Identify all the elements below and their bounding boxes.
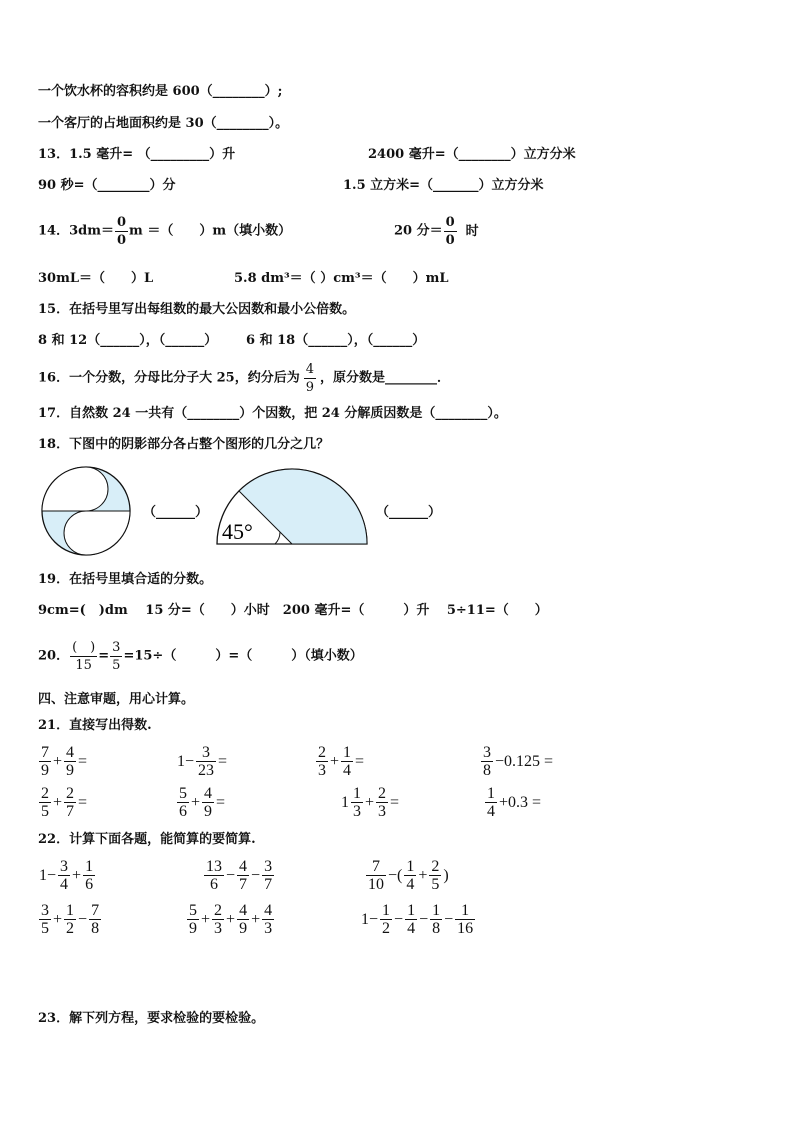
denominator: 7 — [239, 876, 248, 893]
fraction — [262, 902, 274, 937]
whole-part: 1 — [341, 793, 349, 811]
q16-suffix: ，原分数是________． — [320, 370, 451, 386]
numerator: 4 — [239, 902, 248, 919]
fraction — [196, 744, 216, 779]
semicircle-sector-figure — [214, 466, 370, 548]
fraction — [64, 785, 76, 820]
denominator: 9 — [305, 380, 314, 395]
q21-expr — [315, 744, 365, 779]
operator: − — [419, 910, 429, 928]
fraction — [39, 785, 51, 820]
numerator: 7 — [91, 902, 100, 919]
denominator: 3 — [264, 920, 273, 937]
numerator: 4 — [239, 858, 248, 875]
fraction — [237, 902, 249, 937]
numerator: 13 — [206, 858, 222, 875]
operator: + — [418, 866, 428, 884]
operator: + — [53, 793, 63, 811]
denominator: 4 — [343, 762, 352, 779]
numerator: 3 — [41, 902, 49, 919]
denominator: 7 — [264, 876, 273, 893]
fraction — [341, 744, 353, 779]
q17-line: 17．自然数 24 一共有（________）个因数，把 24 分解质因数是（________）。 — [38, 406, 507, 421]
operator: + — [330, 752, 340, 770]
fraction — [89, 902, 101, 937]
q20-line — [38, 639, 363, 674]
operator: − — [78, 910, 88, 928]
denominator: 3 — [353, 803, 361, 820]
q13-part-b: 2400 毫升=（________）立方分米 — [368, 147, 576, 162]
fraction — [58, 858, 70, 893]
denominator: 3 — [378, 803, 387, 820]
numerator: 1 — [406, 858, 415, 875]
denominator: 3 — [318, 762, 326, 779]
numerator: 4 — [305, 362, 314, 377]
numerator: 2 — [41, 785, 49, 802]
q22-expr — [365, 858, 450, 893]
operator: + — [226, 910, 236, 928]
operation-tail: +0.3 = — [499, 793, 542, 811]
q21-expr — [38, 744, 88, 779]
denominator: 9 — [189, 920, 197, 937]
operator: −( — [388, 866, 403, 884]
q13-part-a: 13．1.5 毫升= （_________）升 — [38, 147, 236, 162]
fraction — [429, 858, 441, 893]
denominator: 4 — [407, 920, 416, 937]
angle-label: 45° — [222, 519, 253, 544]
fraction — [316, 744, 328, 779]
fraction — [70, 639, 97, 674]
numerator: 1 — [66, 902, 75, 919]
q21-expr — [340, 785, 400, 820]
fraction — [110, 639, 122, 674]
q21-expr — [38, 785, 88, 820]
numerator: 2 — [431, 858, 440, 875]
q22-expr — [186, 902, 275, 937]
denominator: 16 — [457, 920, 474, 937]
fraction — [444, 214, 457, 249]
q18-blank-1: （______） — [143, 505, 209, 520]
operator: − — [394, 910, 404, 928]
numerator: 7 — [366, 858, 386, 876]
fraction — [212, 902, 224, 937]
fraction — [404, 858, 416, 893]
denominator: 2 — [382, 920, 391, 937]
fraction — [64, 744, 76, 779]
fraction — [39, 902, 51, 937]
operator: − — [226, 866, 236, 884]
equals: = — [218, 752, 228, 770]
numerator: 7 — [41, 744, 49, 761]
fraction — [376, 785, 388, 820]
denominator: 9 — [66, 762, 75, 779]
q14b-suffix: 时 — [465, 223, 479, 239]
numerator: 4 — [264, 902, 273, 919]
q15-prompt: 15．在括号里写出每组数的最大公因数和最小公倍数。 — [38, 302, 356, 317]
numerator: 1 — [432, 902, 441, 919]
denominator: 23 — [198, 762, 215, 779]
section-4-heading: 四、注意审题，用心计算。 — [38, 692, 195, 707]
fraction — [481, 744, 493, 779]
operator: + — [201, 910, 211, 928]
denominator: 2 — [66, 920, 75, 937]
q21-expr — [484, 785, 542, 820]
prefix: 1− — [39, 866, 57, 884]
q23-prompt: 23．解下列方程，要求检验的要检验。 — [38, 1011, 265, 1026]
denominator: 4 — [60, 876, 69, 893]
operator: − — [251, 866, 261, 884]
denominator: 4 — [487, 803, 495, 820]
numerator: 3 — [60, 858, 69, 875]
q20-prefix: 20． — [38, 648, 70, 664]
q20-suffix: =15÷（ ）=（ ）（填小数） — [123, 648, 363, 664]
q14b-prefix: 20 分＝ — [394, 223, 443, 239]
fraction — [351, 785, 363, 820]
q18-blank-2: （______） — [376, 505, 442, 520]
numerator: 2 — [66, 785, 75, 802]
fraction — [202, 785, 214, 820]
numerator: 1 — [343, 744, 352, 761]
white-lobe-top-left — [42, 467, 108, 511]
q16-prefix: 16．一个分数，分母比分子大 25，约分后为 — [38, 370, 300, 386]
numerator: 3 — [483, 744, 491, 761]
operator: + — [53, 752, 63, 770]
operator: − — [444, 910, 454, 928]
q13-part-d: 1.5 立方米=（_______）立方分米 — [343, 178, 544, 193]
equals: = — [78, 752, 88, 770]
prefix: 1− — [361, 910, 379, 928]
denominator: 5 — [41, 803, 49, 820]
numerator: 1 — [382, 902, 391, 919]
fraction — [237, 858, 249, 893]
operator: + — [72, 866, 82, 884]
denominator: 8 — [432, 920, 441, 937]
denominator: 10 — [368, 876, 384, 893]
denominator: 15 — [75, 658, 92, 673]
fraction — [83, 858, 95, 893]
q22-expr — [360, 902, 476, 937]
fraction — [380, 902, 392, 937]
denominator: 5 — [112, 658, 121, 673]
prefix: 1− — [177, 752, 195, 770]
q15-part-a: 8 和 12（______），（______） — [38, 333, 218, 348]
numerator: 2 — [318, 744, 326, 761]
denominator: 6 — [85, 876, 94, 893]
q14a-middle: m ＝（ ）m（填小数） — [129, 223, 292, 239]
denominator: 9 — [204, 803, 213, 820]
q13-part-c: 90 秒=（________）分 — [38, 178, 176, 193]
q21-expr — [176, 785, 226, 820]
numerator: 1 — [455, 902, 475, 920]
numerator: 2 — [214, 902, 223, 919]
q22-expr — [38, 902, 102, 937]
numerator: 3 — [196, 744, 216, 762]
numerator: 1 — [353, 785, 361, 802]
numerator: 2 — [378, 785, 387, 802]
q16-line — [38, 361, 450, 396]
denominator: 9 — [239, 920, 248, 937]
q18-prompt: 18．下图中的阴影部分各占整个图形的几分之几？ — [38, 437, 330, 452]
numerator: 1 — [85, 858, 94, 875]
q21-prompt: 21．直接写出得数. — [38, 718, 152, 733]
q14a-prefix: 14．3dm＝ — [38, 223, 114, 239]
q14-part-d: 5.8 dm³＝（ ）cm³＝（ ）mL — [234, 271, 449, 286]
equals: = — [78, 793, 88, 811]
q14-part-a — [38, 214, 291, 249]
numerator: 1 — [407, 902, 416, 919]
numerator: 4 — [204, 785, 213, 802]
denominator: 9 — [41, 762, 49, 779]
fraction — [177, 785, 189, 820]
numerator: 3 — [264, 858, 273, 875]
numerator: 3 — [112, 640, 121, 655]
denominator: 8 — [483, 762, 491, 779]
equals: = — [355, 752, 365, 770]
denominator: 5 — [431, 876, 440, 893]
fraction — [115, 214, 128, 249]
numerator: ( ) — [72, 640, 96, 655]
denominator: 8 — [91, 920, 100, 937]
fraction — [485, 785, 497, 820]
operation-tail: −0.125 = — [495, 752, 554, 770]
operator: + — [365, 793, 375, 811]
operator: + — [53, 910, 63, 928]
q21-expr — [176, 744, 228, 779]
numerator: 0 — [116, 215, 127, 230]
fraction — [430, 902, 442, 937]
denominator: 6 — [210, 876, 218, 893]
q14-part-c: 30mL＝（ ）L — [38, 271, 154, 286]
operator: + — [191, 793, 201, 811]
fraction — [366, 858, 386, 893]
fraction — [455, 902, 475, 937]
fraction — [262, 858, 274, 893]
fraction — [187, 902, 199, 937]
numerator: 1 — [487, 785, 495, 802]
numerator: 5 — [189, 902, 197, 919]
fraction — [304, 361, 316, 396]
equals: = — [216, 793, 226, 811]
denominator: 0 — [116, 233, 127, 248]
denominator: 7 — [66, 803, 75, 820]
q19-items: 9cm=( )dm 15 分=（ ）小时 200 毫升=（ ）升 5÷11=（ ） — [38, 603, 548, 618]
denominator: 4 — [406, 876, 415, 893]
fraction — [39, 744, 51, 779]
circle-pinwheel-figure — [38, 466, 138, 556]
q15-part-b: 6 和 18（______），（______） — [246, 333, 426, 348]
q19-prompt: 19．在括号里填合适的分数。 — [38, 572, 213, 587]
q22-expr — [203, 858, 275, 893]
fraction — [64, 902, 76, 937]
white-lobe-bottom-right — [64, 511, 130, 555]
numerator: 4 — [66, 744, 75, 761]
numerator: 0 — [445, 215, 455, 230]
equals: = — [390, 793, 400, 811]
q22-prompt: 22．计算下面各题，能简算的要简算. — [38, 832, 256, 847]
q21-expr — [480, 744, 554, 779]
numerator: 5 — [179, 785, 187, 802]
operator: + — [251, 910, 261, 928]
denominator: 3 — [214, 920, 223, 937]
close-paren: ) — [443, 866, 449, 884]
q22-expr — [38, 858, 96, 893]
line-living-room-area: 一个客厅的占地面积约是 30（________）。 — [38, 116, 289, 131]
fraction — [405, 902, 417, 937]
q14-part-b — [394, 214, 479, 249]
equals: = — [98, 648, 110, 664]
denominator: 5 — [41, 920, 49, 937]
denominator: 6 — [179, 803, 187, 820]
fraction — [204, 858, 224, 893]
denominator: 0 — [445, 233, 455, 248]
line-cup-volume: 一个饮水杯的容积约是 600（________）; — [38, 84, 283, 99]
